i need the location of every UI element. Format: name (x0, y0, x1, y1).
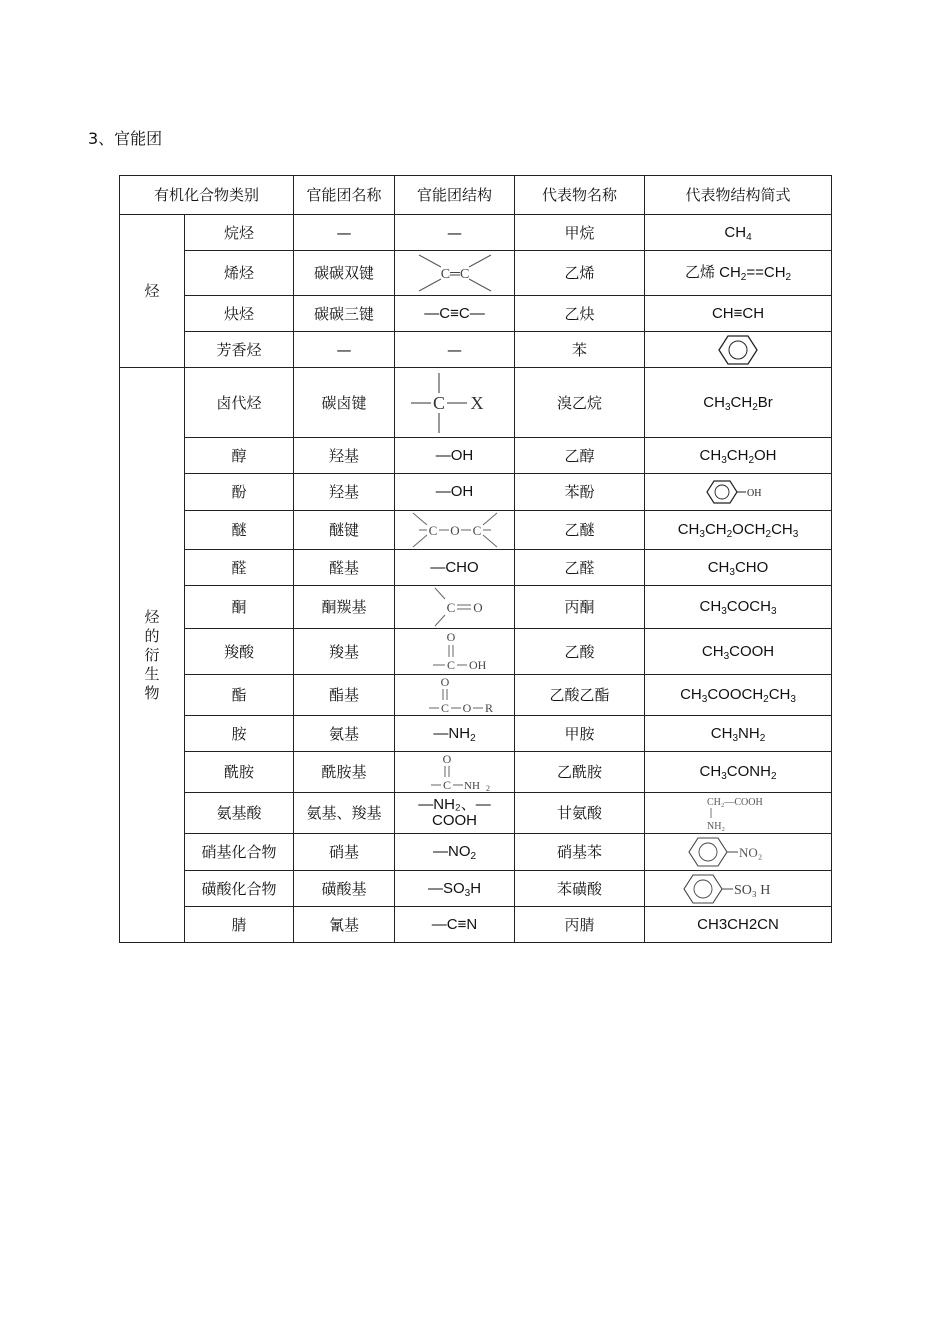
group-structure-cell: —OH (395, 474, 515, 511)
rep-formula-cell: $CH_3NH_2$ (645, 716, 832, 752)
structure-label: O (449, 523, 460, 538)
group-name-cell: — (294, 215, 395, 251)
table-row (120, 438, 832, 474)
table-row (120, 215, 832, 251)
rep-name-cell: 甲烷 (515, 215, 645, 251)
header-category: 有机化合物类别 (120, 176, 294, 215)
phenol-structure-icon (706, 477, 770, 507)
header-rep-formula: 代表物结构简式 (645, 176, 832, 215)
table-row (120, 511, 832, 550)
group-structure-cell (395, 675, 515, 716)
structure-label: C (446, 600, 455, 615)
formula-text: CH (707, 558, 730, 576)
rep-name-cell: 乙烯 (515, 251, 645, 296)
group-structure-cell: —C≡N (395, 907, 515, 943)
class-cell: 芳香烃 (185, 332, 294, 368)
rep-formula-cell: $CH_3CHO$ (645, 550, 832, 586)
rep-formula-cell: $CH_3COOH$ (645, 629, 832, 675)
benzene-ring-icon (718, 333, 758, 367)
structure-label: O (440, 675, 449, 689)
rep-name-cell: 甘氨酸 (515, 793, 645, 834)
group-name-cell: 羧基 (294, 629, 395, 675)
header-rep-name: 代表物名称 (515, 176, 645, 215)
category-derivative: 烃的衍生物 (120, 368, 185, 943)
table-row (120, 793, 832, 834)
group-structure-cell (395, 511, 515, 550)
structure-label: C (472, 523, 481, 538)
table-row (120, 332, 832, 368)
rep-name-cell: 丙酮 (515, 586, 645, 629)
structure-label: X (470, 392, 484, 413)
table-row (120, 586, 832, 629)
rep-formula-cell: $CH_3COCH_3$ (645, 586, 832, 629)
class-cell: 卤代烃 (185, 368, 294, 438)
class-cell: 酮 (185, 586, 294, 629)
class-cell: 醇 (185, 438, 294, 474)
formula-text: ==CH (746, 264, 786, 281)
carboxyl-structure-diagram (405, 629, 505, 674)
structure-label: OH (747, 488, 762, 499)
glycine-structure-diagram (645, 793, 831, 833)
rep-name-cell: 苯 (515, 332, 645, 368)
formula-text: —SO (427, 879, 465, 897)
table-row (120, 907, 832, 943)
group-structure-cell: $—NH_2$ (395, 716, 515, 752)
table-row (120, 675, 832, 716)
alkene-structure-diagram (405, 251, 505, 295)
rep-name-cell: 乙炔 (515, 296, 645, 332)
structure-label: NH (463, 780, 480, 792)
table-row (120, 368, 832, 438)
rep-formula-cell: CH3CH2CN (645, 907, 832, 943)
formula-text: CH (724, 223, 747, 241)
group-structure-cell (395, 752, 515, 793)
table-row (120, 629, 832, 675)
rep-name-cell: 丙腈 (515, 907, 645, 943)
amide-structure-diagram (405, 752, 505, 792)
class-cell: 酚 (185, 474, 294, 511)
group-structure-cell: $—NO_2$ (395, 834, 515, 871)
rep-formula-cell: CH≡CH (645, 296, 832, 332)
table-row (120, 251, 832, 296)
structure-label: NH₂ (707, 821, 725, 832)
rep-name-cell: 乙醚 (515, 511, 645, 550)
rep-name-cell: 苯磺酸 (515, 871, 645, 907)
formula-text: —NH (433, 724, 471, 742)
rep-formula-cell: $CH_3COOCH_2CH_3$ (645, 675, 832, 716)
group-structure-cell: —C≡C— (395, 296, 515, 332)
group-structure-cell: —CHO (395, 550, 515, 586)
class-cell: 硝基化合物 (185, 834, 294, 871)
structure-label: C (442, 778, 451, 792)
rep-name-cell: 溴乙烷 (515, 368, 645, 438)
class-cell: 腈 (185, 907, 294, 943)
formula-text: CHO (734, 558, 769, 576)
rep-formula-cell (645, 215, 832, 251)
group-structure-cell (395, 629, 515, 675)
structure-label: R (484, 701, 493, 715)
group-name-cell: 氰基 (294, 907, 395, 943)
structure-label: O (446, 630, 455, 644)
rep-formula-cell (645, 332, 832, 368)
structure-label: C (432, 392, 445, 413)
header-group-name: 官能团名称 (294, 176, 395, 215)
group-structure-cell (395, 586, 515, 629)
structure-label: O (442, 752, 451, 766)
class-cell: 氨基酸 (185, 793, 294, 834)
ketone-structure-diagram (405, 586, 505, 628)
group-name-cell: 酰胺基 (294, 752, 395, 793)
group-structure-cell: $—SO_3H$ (395, 871, 515, 907)
structure-label: C (440, 701, 449, 715)
structure-label: C (446, 658, 455, 672)
group-structure-cell (395, 251, 515, 296)
formula-text: 乙烯 CH (684, 264, 741, 281)
rep-formula-cell: $CH_3CH_2OCH_2CH_3$ (645, 511, 832, 550)
rep-name-cell: 甲胺 (515, 716, 645, 752)
rep-name-cell: 苯酚 (515, 474, 645, 511)
functional-group-table (119, 175, 832, 943)
table-row (120, 871, 832, 907)
group-name-cell: — (294, 332, 395, 368)
rep-name-cell: 乙酸 (515, 629, 645, 675)
ether-structure-diagram (405, 511, 505, 549)
group-structure-cell: —NH₂、—COOH (395, 793, 515, 834)
group-name-cell: 醛基 (294, 550, 395, 586)
group-name-cell: 碳卤键 (294, 368, 395, 438)
group-structure-cell: — (395, 215, 515, 251)
rep-formula-cell (645, 871, 832, 907)
benzenesulfonic-acid-structure-diagram (683, 872, 793, 906)
table-row (120, 550, 832, 586)
group-name-cell: 酯基 (294, 675, 395, 716)
structure-label: C (428, 523, 437, 538)
group-name-cell: 酮羰基 (294, 586, 395, 629)
header-group-structure: 官能团结构 (395, 176, 515, 215)
structure-label: O (462, 701, 471, 715)
category-hydrocarbon: 烃 (120, 215, 185, 368)
rep-name-cell: 硝基苯 (515, 834, 645, 871)
class-cell: 醛 (185, 550, 294, 586)
structure-label: C═C (440, 267, 469, 282)
group-name-cell: 磺酸基 (294, 871, 395, 907)
structure-label: OH (468, 658, 486, 672)
rep-formula-cell (645, 793, 832, 834)
rep-formula-cell: $CH_3CONH_2$ (645, 752, 832, 793)
class-cell: 醚 (185, 511, 294, 550)
group-name-cell: 羟基 (294, 438, 395, 474)
rep-name-cell: 乙醛 (515, 550, 645, 586)
class-cell: 酯 (185, 675, 294, 716)
table-header-row (120, 176, 832, 215)
section-heading: 3、官能团 (88, 129, 163, 148)
group-name-cell: 羟基 (294, 474, 395, 511)
group-structure-cell: — (395, 332, 515, 368)
svg-text:2: 2 (485, 784, 490, 792)
group-name-cell: 醚键 (294, 511, 395, 550)
group-name-cell: 硝基 (294, 834, 395, 871)
group-name-cell: 氨基、羧基 (294, 793, 395, 834)
group-name-cell: 碳碳三键 (294, 296, 395, 332)
class-cell: 羧酸 (185, 629, 294, 675)
haloalkane-structure-diagram (405, 369, 505, 437)
table-row (120, 834, 832, 871)
table-row (120, 752, 832, 793)
rep-formula-cell (645, 834, 832, 871)
class-cell: 烯烃 (185, 251, 294, 296)
group-name-cell: 氨基 (294, 716, 395, 752)
nitrobenzene-structure-diagram (688, 835, 788, 869)
class-cell: 酰胺 (185, 752, 294, 793)
class-cell: 炔烃 (185, 296, 294, 332)
table-row (120, 474, 832, 511)
structure-label: CH₂—COOH (707, 797, 763, 808)
group-name-cell: 碳碳双键 (294, 251, 395, 296)
rep-name-cell: 乙酸乙酯 (515, 675, 645, 716)
rep-name-cell: 乙酰胺 (515, 752, 645, 793)
class-cell: 烷烃 (185, 215, 294, 251)
group-structure-cell: —OH (395, 438, 515, 474)
rep-formula-cell: 乙烯 $CH_2==CH_2$ (645, 251, 832, 296)
table-row (120, 296, 832, 332)
formula-text: H (470, 879, 482, 897)
group-structure-cell (395, 368, 515, 438)
table-row (120, 716, 832, 752)
rep-name-cell: 乙醇 (515, 438, 645, 474)
rep-formula-cell (645, 474, 832, 511)
rep-formula-cell: $CH_3CH_2Br$ (645, 368, 832, 438)
ester-structure-diagram (405, 675, 505, 715)
formula-subscript: 4 (746, 231, 752, 243)
structure-label: O (472, 600, 483, 615)
structure-label: NO₂ (739, 845, 763, 860)
class-cell: 磺酸化合物 (185, 871, 294, 907)
class-cell: 胺 (185, 716, 294, 752)
formula-text: —NO (432, 843, 471, 860)
rep-formula-cell: $CH_3CH_2OH$ (645, 438, 832, 474)
structure-label: SO₃ H (734, 882, 771, 898)
